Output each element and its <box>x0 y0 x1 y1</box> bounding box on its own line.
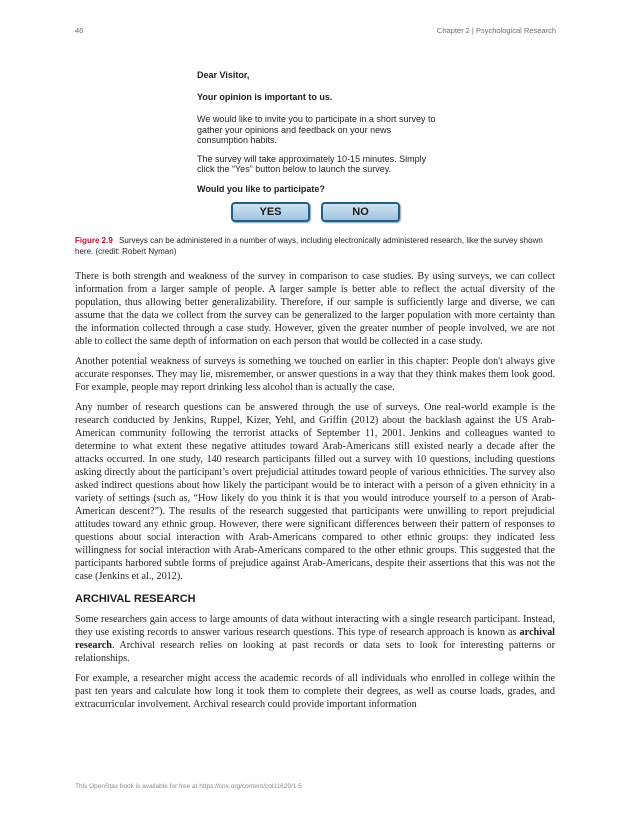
paragraph-4 <box>75 613 555 665</box>
survey-invite: We would like to invite you to participate in a short survey to gather your opinions and feedback on your news consumption habits. <box>197 114 436 145</box>
survey-figure <box>197 70 437 194</box>
page-number: 46 <box>75 26 84 35</box>
paragraph-1: There is both strength and weakness of the survey in comparison to case studies. By using surveys, we can collect information from a larger sample of people. A larger sample is better able to reflect the actual diversity of the population, thus allowing better generalizability. Therefore, if our sample is sufficiently large and diverse, we can assume that the data we collect from the survey can be generalized to the larger population with more certainty than the information collected through a case study. However, given the greater number of people involved, we are not able to collect the same depth of information on each person that would be collected in a case study. <box>75 271 555 347</box>
yes-button[interactable]: YES <box>231 202 310 222</box>
survey-question: Would you like to participate? <box>197 183 325 194</box>
paragraph-4-end: . Archival research relies on looking at past records or data sets to look for interesting patterns or relationships. <box>75 640 555 664</box>
paragraph-2: Another potential weakness of surveys is something we touched on earlier in this chapter: People don't always give accurate responses. They may lie, misremember, or answer questions in a way that they think makes them look good. For example, people may report drinking less alcohol than is actually the case. <box>75 356 555 393</box>
footer-note: This OpenStax book is available for free at https://cnx.org/content/col11629/1.5 <box>75 783 302 790</box>
paragraph-3: Any number of research questions can be answered through the use of surveys. One real-world example is the research conducted by Jenkins, Ruppel, Kizer, Yehl, and Griffin (2012) about the backlash against the US Arab-American community following the terrorist attacks of September 11, 2001. Jenkins and colleagues wanted to determine to what extent these negative attitudes toward Arab-Americans still existed nearly a decade after the attacks occurred. In one study, 140 research participants filled out a survey with 10 questions, including questions asking directly about the participant’s overt prejudicial attitudes toward people of various ethnicities. The survey also asked indirect questions about how likely the participant would be to interact with a person of a given ethnicity in a variety of settings (such as, “How likely do you think it is that you would introduce yourself to a person of Arab-American descent?”). The results of the research suggested that participants were unwilling to report prejudicial attitudes toward any ethnic group. However, there were significant differences between their pattern of responses to questions about social interaction with Arab-Americans compared to other ethnic groups: they indicated less willingness for social interaction with Arab-Americans compared to the other ethnic groups. This suggested that the participants harbored subtle forms of prejudice against Arab-Americans, despite their assertions that this was not the case (Jenkins et al., 2012). <box>75 402 555 582</box>
survey-opinion: Your opinion is important to us. <box>197 91 333 102</box>
chapter-header: Chapter 2 | Psychological Research <box>436 26 556 35</box>
survey-greeting: Dear Visitor, <box>197 70 250 80</box>
body-text <box>75 270 555 718</box>
figure-label: Figure 2.9 <box>75 236 113 245</box>
section-heading: ARCHIVAL RESEARCH <box>75 593 196 605</box>
key-term: archival research <box>75 627 555 651</box>
paragraph-4-start: Some researchers gain access to large amounts of data without interacting with a single research participant. Instead, they use existing records to answer various research questions. This type of research approach is known as <box>75 614 555 638</box>
figure-caption <box>75 235 555 257</box>
no-button[interactable]: NO <box>321 202 400 222</box>
figure-caption-text: Surveys can be administered in a number of ways, including electronically administered research, like the survey shown here. (credit: Robert Nyman) <box>75 236 543 256</box>
paragraph-5: For example, a researcher might access the academic records of all individuals who enrolled in college within the past ten years and calculate how long it took them to complete their degrees, as well as course loads, grades, and extracurricular involvement. Archival research could provide important information <box>75 673 555 710</box>
survey-duration: The survey will take approximately 10-15 minutes. Simply click the “Yes” button below to launch the survey. <box>197 153 427 174</box>
